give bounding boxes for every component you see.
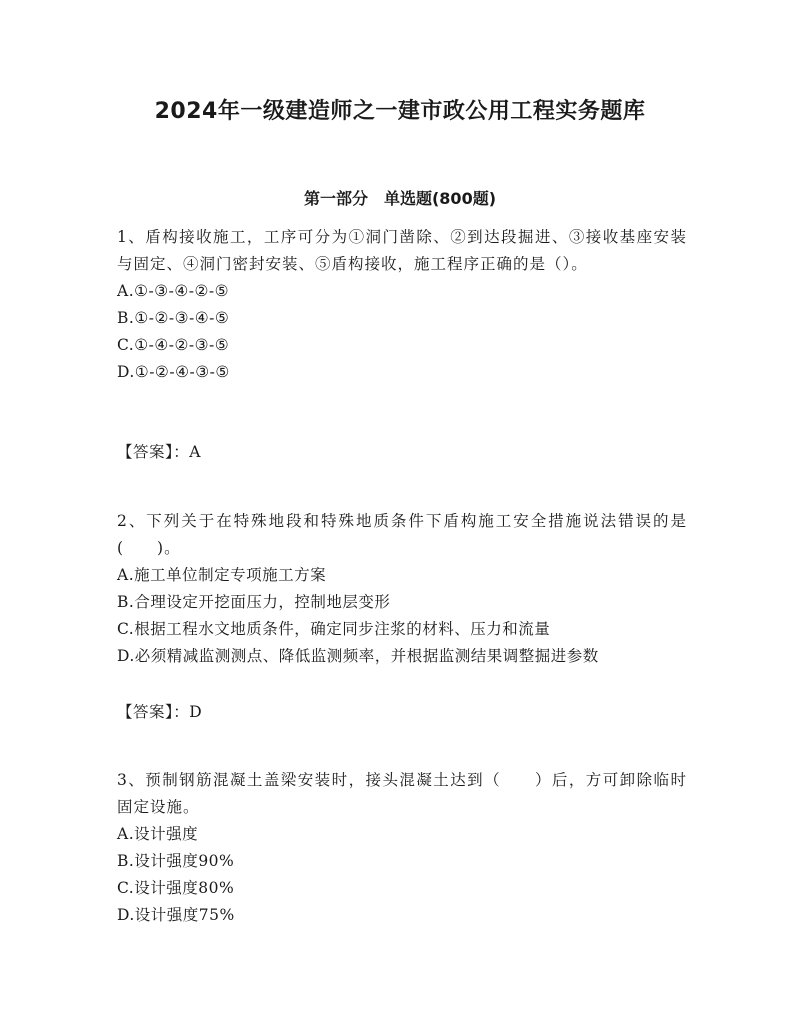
option-a: A.施工单位制定专项施工方案 — [117, 566, 327, 584]
answer-2: 【答案】：D — [117, 703, 203, 721]
question-text: 1、盾构接收施工，工序可分为①洞门凿除、②到达段掘进、③接收基座安装与固定、④洞门密封安装、⑤盾构接收，施工程序正确的是（）。 — [117, 228, 687, 273]
question-text: 2、下列关于在特殊地段和特殊地质条件下盾构施工安全措施说法错误的是( )。 — [117, 512, 687, 557]
option-b: B.合理设定开挖面压力，控制地层变形 — [117, 593, 391, 611]
option-d: D.必须精减监测测点、降低监测频率，并根据监测结果调整掘进参数 — [117, 647, 599, 665]
question-text: 3、预制钢筋混凝土盖梁安装时，接头混凝土达到（ ）后，方可卸除临时固定设施。 — [117, 771, 687, 816]
option-c: C.根据工程水文地质条件，确定同步注浆的材料、压力和流量 — [117, 620, 551, 638]
option-b: B.设计强度90% — [117, 852, 235, 870]
answer-1: 【答案】：A — [117, 443, 201, 461]
option-d: D.设计强度75% — [117, 906, 235, 924]
option-a: A.①-③-④-②-⑤ — [117, 282, 230, 300]
option-c: C.设计强度80% — [117, 879, 235, 897]
document-title: 2024年一级建造师之一建市政公用工程实务题库 — [154, 99, 646, 124]
question-1 — [117, 224, 687, 386]
question-2 — [117, 508, 687, 670]
question-3 — [117, 767, 687, 929]
option-a: A.设计强度 — [117, 825, 199, 843]
section-title: 第一部分 单选题(800题) — [303, 189, 497, 208]
option-d: D.①-②-④-③-⑤ — [117, 363, 230, 381]
option-c: C.①-④-②-③-⑤ — [117, 336, 230, 354]
option-b: B.①-②-③-④-⑤ — [117, 309, 230, 327]
